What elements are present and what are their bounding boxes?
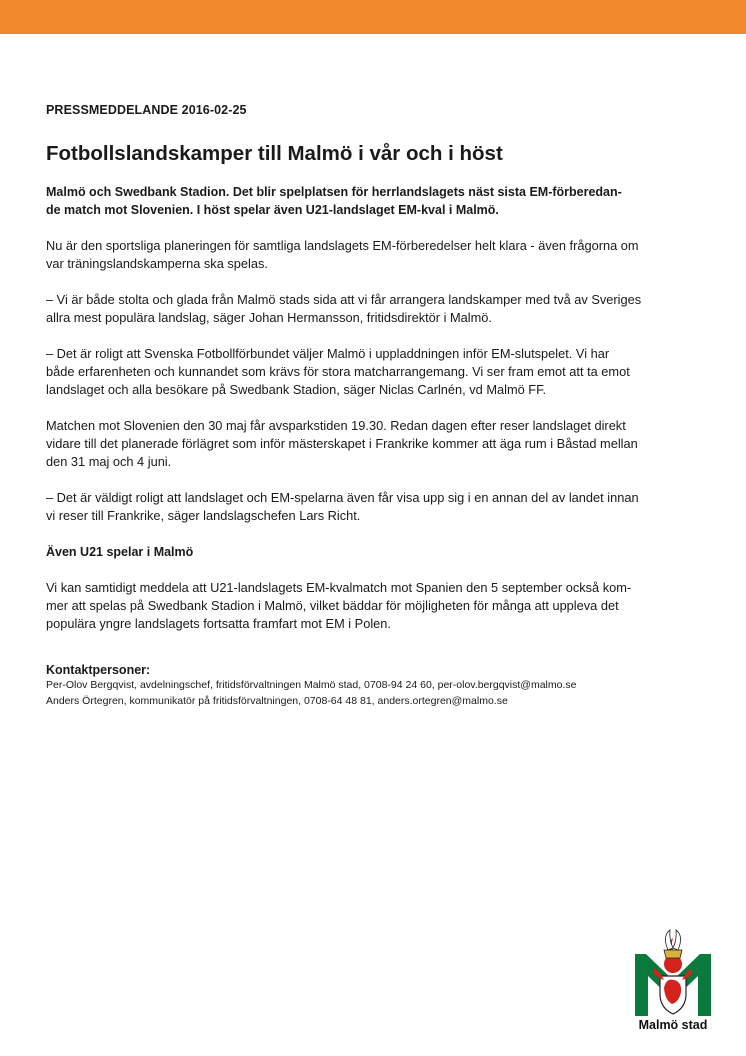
text-line: – Vi är både stolta och glada från Malmö stads sida att vi får arrangera landskamper med två av Sveriges (46, 291, 642, 307)
contact-person: Per-Olov Bergqvist, avdelningschef, fritidsförvaltningen Malmö stad, 0708-94 24 60, per-olov.bergqvist@malmo.se (46, 678, 577, 691)
text-line: – Det är väldigt roligt att landslaget och EM-spelarna även får visa upp sig i en annan del av landet innan (46, 489, 639, 505)
body-paragraph (46, 417, 706, 471)
press-release-kicker: PRESSMEDDELANDE 2016-02-25 (46, 103, 247, 117)
text-line: vidare till det planerade förlägret som inför mästerskapet i Frankrike kommer att äga rum i Båstad mellan (46, 435, 638, 451)
text-line: vi reser till Frankrike, säger landslagschefen Lars Richt. (46, 507, 361, 523)
text-line: allra mest populära landslag, säger Johan Hermansson, fritidsdirektör i Malmö. (46, 309, 492, 325)
logo-text: Malmö stad (638, 1018, 708, 1032)
text-line: den 31 maj och 4 juni. (46, 453, 172, 469)
body-paragraph (46, 237, 706, 273)
body-paragraph (46, 291, 706, 327)
text-line: både erfarenheten och kunnandet som krävs för stora matcharrangemang. Vi ser fram emot att ta emot (46, 363, 630, 379)
page-title: Fotbollslandskamper till Malmö i vår och i höst (46, 142, 503, 165)
section-heading: Även U21 spelar i Malmö (46, 544, 194, 559)
contact-person: Anders Örtegren, kommunikatör på fritidsförvaltningen, 0708-64 48 81, anders.ortegren@malmo.se (46, 694, 508, 707)
press-release-body (46, 103, 706, 709)
text-line: Nu är den sportsliga planeringen för samtliga landslagets EM-förberedelser helt klara - även frågorna om (46, 237, 639, 253)
text-line: populära yngre landslagets fortsatta framfart mot EM i Polen. (46, 615, 391, 631)
lead-line: de match mot Slovenien. I höst spelar även U21-landslaget EM-kval i Malmö. (46, 202, 499, 217)
top-accent-bar (0, 0, 746, 34)
lead-line: Malmö och Swedbank Stadion. Det blir spelplatsen för herrlandslagets näst sista EM-förberedan- (46, 184, 622, 199)
malmo-griffin-crest-icon (632, 928, 714, 1018)
text-line: – Det är roligt att Svenska Fotbollförbundet väljer Malmö i uppladdningen inför EM-slutspelet. Vi har (46, 345, 610, 361)
body-paragraph (46, 345, 706, 399)
body-paragraph (46, 489, 706, 525)
text-line: mer att spelas på Swedbank Stadion i Malmö, vilket bäddar för möjligheten för många att uppleva det (46, 597, 619, 613)
malmo-stad-logo (632, 928, 714, 1038)
body-paragraph (46, 579, 706, 633)
text-line: var träningslandskamperna ska spelas. (46, 255, 268, 271)
contacts-heading: Kontaktpersoner: (46, 662, 151, 677)
lead-paragraph (46, 183, 706, 219)
text-line: Vi kan samtidigt meddela att U21-landslagets EM-kvalmatch mot Spanien den 5 september också kom- (46, 579, 632, 595)
text-line: Matchen mot Slovenien den 30 maj får avsparkstiden 19.30. Redan dagen efter reser landslaget direkt (46, 417, 626, 433)
text-line: landslaget och alla besökare på Swedbank Stadion, säger Niclas Carlnén, vd Malmö FF. (46, 381, 547, 397)
